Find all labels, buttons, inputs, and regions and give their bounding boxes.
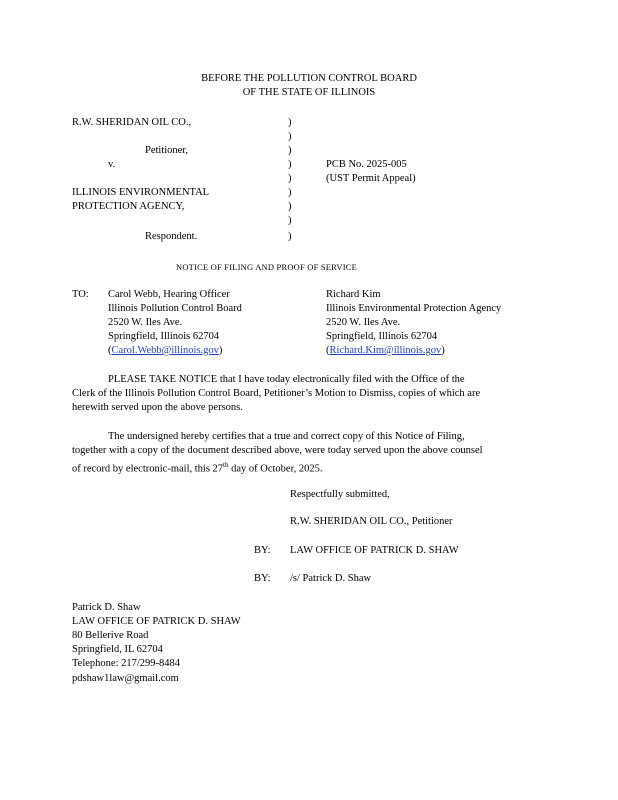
paren-open: (: [326, 345, 330, 356]
recipient-line: 2520 W. Iles Ave.: [108, 317, 183, 328]
case-type: (UST Permit Appeal): [326, 173, 416, 184]
versus: v.: [108, 159, 116, 170]
caption-title-line2: OF THE STATE OF ILLINOIS: [242, 87, 376, 98]
by-label: BY:: [254, 545, 271, 556]
paren-close: ): [441, 345, 445, 356]
attorney-name: Patrick D. Shaw: [72, 602, 141, 613]
signing-party: R.W. SHERIDAN OIL CO., Petitioner: [290, 516, 453, 527]
closing: Respectfully submitted,: [290, 489, 390, 500]
by-label: BY:: [254, 573, 271, 584]
caption-paren: ): [288, 201, 292, 212]
caption-paren: ): [288, 215, 292, 226]
recipient-line: Richard Kim: [326, 289, 381, 300]
attorney-city: Springfield, IL 62704: [72, 644, 163, 655]
attorney-firm: LAW OFFICE OF PATRICK D. SHAW: [72, 616, 241, 627]
caption-paren: ): [288, 145, 292, 156]
paragraph-line: The undersigned hereby certifies that a true and correct copy of this Notice of Filing,: [108, 431, 465, 442]
recipient-line: 2520 W. Iles Ave.: [326, 317, 401, 328]
petitioner-role: Petitioner,: [145, 145, 189, 156]
paragraph-line: herewith served upon the above persons.: [72, 402, 243, 413]
caption-paren: ): [288, 187, 292, 198]
to-label: TO:: [72, 289, 89, 300]
caption-paren: ): [288, 131, 292, 142]
recipient-line: Springfield, Illinois 62704: [326, 331, 438, 342]
recipient-line: Carol Webb, Hearing Officer: [108, 289, 230, 300]
respondent-role: Respondent.: [145, 231, 198, 242]
recipient-line: Springfield, Illinois 62704: [108, 331, 220, 342]
caption-paren: ): [288, 173, 292, 184]
paragraph-line: together with a copy of the document described above, were today served upon the above counsel: [72, 445, 483, 456]
recipient-email-link[interactable]: Richard.Kim@illinois.gov: [329, 345, 442, 356]
attorney-street: 80 Bellerive Road: [72, 630, 149, 641]
electronic-signature: /s/ Patrick D. Shaw: [290, 573, 372, 584]
paragraph-line: Clerk of the Illinois Pollution Control Board, Petitioner’s Motion to Dismiss, copies of which are: [72, 388, 481, 399]
respondent-line2: PROTECTION AGENCY,: [72, 201, 185, 212]
paragraph-line: [72, 458, 323, 477]
service-date-text-end: day of October, 2025.: [228, 463, 323, 475]
recipient-email-line: [108, 344, 222, 358]
attorney-email[interactable]: pdshaw1law@gmail.com: [72, 673, 179, 684]
signing-firm: LAW OFFICE OF PATRICK D. SHAW: [290, 545, 459, 556]
ordinal-suffix: th: [223, 461, 229, 469]
paren-close: ): [218, 345, 223, 356]
recipient-email-line: [326, 344, 445, 358]
attorney-phone: Telephone: 217/299-8484: [72, 658, 181, 669]
caption-title-line1: BEFORE THE POLLUTION CONTROL BOARD: [201, 73, 417, 84]
paragraph-line: PLEASE TAKE NOTICE that I have today electronically filed with the Office of the: [108, 374, 465, 385]
respondent-line1: ILLINOIS ENVIRONMENTAL: [72, 187, 210, 198]
paren-open: (: [108, 345, 112, 356]
caption-paren: ): [288, 231, 292, 242]
case-number: PCB No. 2025-005: [326, 159, 407, 170]
caption-paren: ): [288, 117, 292, 128]
recipient-line: Illinois Pollution Control Board: [108, 303, 242, 314]
recipient-email-link[interactable]: Carol.Webb@illinois.gov: [111, 345, 219, 356]
caption-paren: ): [288, 159, 292, 170]
petitioner-name: R.W. SHERIDAN OIL CO.,: [72, 117, 192, 128]
recipient-line: Illinois Environmental Protection Agency: [326, 303, 502, 314]
notice-heading: NOTICE OF FILING AND PROOF OF SERVICE: [176, 262, 357, 272]
service-date-text: of record by electronic-mail, this 27: [72, 463, 224, 475]
